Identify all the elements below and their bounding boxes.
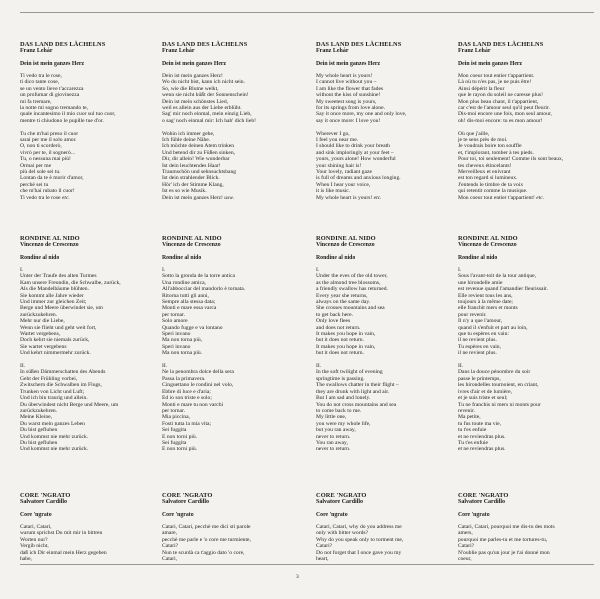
- lyric-line-text: it is like music.: [316, 188, 351, 195]
- lyric-line-text: Dein ist mein ganzes Herz!: [162, 73, 223, 79]
- lyric-line-text: and does not return.: [316, 324, 361, 331]
- lyric-line-text: Nun te scurdà ca t'aggio dato 'o core,: [162, 549, 245, 556]
- song-section: [458, 492, 594, 562]
- song-title: Rondine al nido: [316, 255, 356, 262]
- lyric-line-text: Ich fühle deine Nähe.: [162, 137, 211, 144]
- lyric-line-text: quand il s'enfuit et part au loin,: [458, 324, 528, 331]
- lyric-line-text: Worten nur?: [20, 536, 48, 543]
- lyric-line-text: but you ran away,: [316, 427, 356, 434]
- lyric-line-text: Monti e mare tu non varchi: [162, 401, 224, 408]
- lyric-line-text: mi fa tremare,: [20, 98, 52, 105]
- lyric-line-text: yours, yours alone! How wonderful: [316, 156, 396, 163]
- lyric-line-text: You ran away,: [316, 439, 348, 446]
- lyric-line-text: Solo amore: [162, 318, 188, 325]
- lyric-line-text: Tu espères en vain,: [458, 343, 501, 350]
- song-title: Rondine al nido: [458, 255, 498, 262]
- lyric-line-text: But I am sad and lonely.: [316, 395, 371, 402]
- work-title: DAS LAND DES LÄCHELNS: [458, 41, 544, 48]
- lyric-line-text: quale incantesimo il mio cuor sul tuo cuor,: [20, 111, 116, 118]
- lyric-line-text: et ne reviendras plus.: [458, 446, 506, 453]
- lyric-line-text: Ti vedo tra le rose,: [20, 73, 62, 79]
- lyric-line-text: you were my whole life,: [316, 420, 371, 427]
- lyric-line-text: So, wie die Blume welkt,: [162, 85, 219, 92]
- composer-name: Salvatore Cardillo: [162, 499, 210, 506]
- lyric-line-text: I should like to drink your breath: [316, 143, 390, 150]
- lyric-line-text: is full of dreams and anxious longing.: [316, 175, 401, 182]
- lyric-line-text: Do not forget that I once gave you my: [316, 549, 402, 556]
- lyric-line-text: Und kehrt nimmermehr zurück.: [20, 350, 91, 357]
- lyric-line-text: I.: [316, 267, 320, 273]
- composer-name: Salvatore Cardillo: [20, 499, 68, 506]
- lyric-line-text: In süßen Dämmerschatten des Abends: [20, 369, 106, 376]
- lyric-line-text: Catari, Catari, pourquoi me dis-tu des mots: [458, 524, 555, 530]
- lyric-line-text: zurückzukehren.: [20, 311, 58, 318]
- lyric-line-text: est ton regard si lumineux.: [458, 175, 518, 182]
- lyric-line-text: un profumar di giovinezza: [20, 92, 80, 99]
- lyric-line-text: Catari, Catari, why do you address me: [316, 524, 402, 530]
- lyric-line-text: they are drunk with light and air.: [316, 388, 390, 395]
- lyric-line-text: Sei fuggita: [162, 427, 187, 434]
- lyric-line-text: toujours à la même date;: [458, 299, 513, 306]
- work-title: RONDINE AL NIDO: [20, 235, 80, 242]
- lyric-line-text: Du warst mein ganzes Leben: [20, 420, 85, 427]
- lyric-line-text: o sag' noch einmal mir: Ich hab' dich lieb!: [162, 117, 256, 124]
- lyric-line-text: che m'hai rubato il cuor!: [20, 188, 75, 195]
- lyric-line-text: Tu, o nessuna mai più!: [20, 156, 71, 163]
- lyric-line-text: Je voudrais boire ton souffle: [458, 143, 522, 150]
- lyric-line-text: Wherever I go,: [316, 130, 350, 137]
- lyric-line-text: Catari?: [316, 543, 333, 550]
- lyric-line-text: You do not cross mountains and sea: [316, 401, 397, 408]
- lyric-line-text: but it does not return.: [316, 337, 365, 344]
- lyric-line-text: coeur,: [458, 556, 472, 563]
- lyric-line-text: Ma non torna più,: [162, 337, 203, 344]
- lyric-line-text: daß ich Dir einmal mein Herz gegeben: [20, 549, 107, 556]
- lyric-line-text: N'oublie pas qu'un jour je t'ai donné mon: [458, 549, 550, 556]
- bottom-border-line: [20, 564, 594, 565]
- lyric-line-text: Und betend dir zu Füßen sinken,: [162, 149, 236, 156]
- lyric-line-text: II.: [162, 363, 168, 370]
- song-title: Core 'ngrato: [316, 512, 348, 519]
- song-title: Dein ist mein ganzes Herz: [458, 61, 523, 68]
- lyric-line: [316, 446, 452, 452]
- lyric-line-text: Catari?: [458, 543, 475, 550]
- song-section: [458, 41, 594, 201]
- lyric-line: [162, 556, 298, 562]
- lyric-line-text: Catari,: [162, 556, 178, 563]
- lyric-line-text: più del sole sei tu.: [20, 169, 61, 176]
- lyric-line-text: She crosses mountains and sea: [316, 305, 385, 312]
- lyric-line-text: Merveilleux et enivrant: [458, 169, 511, 176]
- lyric-line-text: Ainsi dépérit la fleur: [458, 85, 505, 92]
- composer-name: Salvatore Cardillo: [316, 499, 364, 506]
- lyric-line-text: Catari, Catari,: [20, 524, 52, 530]
- lyric-line-text: Ma petite,: [458, 414, 481, 421]
- composer-name: Salvatore Cardillo: [458, 499, 506, 506]
- lyric-line-text: All'abbocciar del mandorlo è tornata.: [162, 286, 246, 293]
- lyric-line-text: Tu t'es enfuie: [458, 439, 489, 446]
- lyric-line-text: J'entends le timbre de ta voix: [458, 181, 524, 188]
- lyric-line-text: I.: [20, 267, 24, 273]
- lyric-line-text: Zwitschern die Schwalben im Flugs,: [20, 382, 102, 389]
- lyric-line-text: never to return.: [316, 446, 351, 453]
- lyric-line-text: Under the eves of the old tower,: [316, 273, 388, 280]
- song-section: [20, 492, 156, 562]
- lyric-line-text: Wohin ich immer gehe,: [162, 130, 215, 137]
- lyric-line-text: I.: [162, 267, 166, 273]
- lyric-line-text: springtime is passing.: [316, 375, 365, 382]
- lyric-line-text: Und kommst nie mehr zurück.: [20, 446, 89, 453]
- lyric-line-text: only with bitter words?: [316, 530, 369, 537]
- lyric-line-text: ivres d'air et de lumière,: [458, 388, 512, 395]
- lyric-line-text: say it once more: I love you!: [316, 117, 381, 124]
- lyric-line-text: Una rondine amica,: [162, 279, 206, 286]
- lyric-line-text: I feel you near me.: [316, 137, 359, 144]
- lyric-line-text: Là où tu n'es pas, je ne puis être!: [458, 79, 532, 86]
- lyric-line-text: Du bist gefluhen: [20, 439, 58, 446]
- work-title: DAS LAND DES LÄCHELNS: [162, 41, 248, 48]
- lyric-line-text: Geht der Frühling vorbei,: [20, 375, 78, 382]
- lyric-line-text: elle franchit mers et monts: [458, 305, 518, 312]
- work-title: DAS LAND DES LÄCHELNS: [316, 41, 402, 48]
- lyric-line-text: your shining hair is!: [316, 162, 362, 169]
- lyric-line-text: Mehr nur die Liebe,: [20, 318, 65, 325]
- lyric-line-text: In the soft twilight of evening: [316, 369, 383, 376]
- lyric-line-text: My whole heart is yours!: [316, 73, 373, 79]
- song-title: Dein ist mein ganzes Herz: [316, 61, 381, 68]
- lyric-line-text: Sempre alla stessa data;: [162, 299, 216, 306]
- lyric-line-text: il ne revient plus.: [458, 337, 497, 344]
- lyric-line-text: always on the same day.: [316, 299, 371, 306]
- work-title: CORE 'NGRATO: [316, 492, 367, 499]
- lyric-line-text: Dans la douce pénombre du soir: [458, 369, 531, 376]
- work-title: CORE 'NGRATO: [162, 492, 213, 499]
- lyric-line-text: When I hear your voice,: [316, 181, 371, 188]
- lyric-line: [316, 556, 452, 562]
- lyric-line-text: weil es allein aus der Liebe erblüht.: [162, 105, 242, 112]
- lyric-line-text: to come back to me.: [316, 407, 362, 414]
- lyric-line-text: Ormai per me: [20, 162, 52, 169]
- etc-mark: etc.: [61, 194, 70, 201]
- lyric-line-text: Und ich bin traurig und allein.: [20, 395, 88, 402]
- lyric-line-text: but it does not return.: [316, 350, 365, 357]
- lyric-line-text: et ne reviendras plus.: [458, 433, 506, 440]
- lyric-line-text: pecchè me parle e 'o core me turmiente,: [162, 536, 251, 543]
- composer-name: Franz Lehár: [20, 48, 53, 55]
- lyric-line-text: Dir, dir allein! Wie wunderbar: [162, 156, 230, 163]
- lyric-line-text: Why do you speak only to torment me,: [316, 536, 404, 543]
- lyric-line-text: car c'est de l'amour seul qu'il peut fleurir.: [458, 105, 550, 112]
- lyric-line-text: se un vento lieve t'accarezza: [20, 85, 84, 92]
- composer-name: Franz Lehár: [316, 48, 349, 55]
- lyric-line-text: Catari?: [162, 543, 179, 550]
- lyric-line-text: Only love flees: [316, 318, 351, 325]
- lyric-line-text: Mon coeur tout entier t'appartient!: [458, 194, 535, 201]
- work-title: CORE 'NGRATO: [458, 492, 509, 499]
- song-section: [316, 235, 452, 453]
- lyric-line-text: perché sei tu: [20, 181, 49, 188]
- lyric-line-text: les hirondelles tournoient, en criant,: [458, 382, 539, 389]
- lyric-line-text: sarai per me il solo amor.: [20, 137, 77, 144]
- lyric-line-text: a friendly swallow has returned.: [316, 286, 388, 293]
- lyric-line-text: Mia piccina,: [162, 414, 190, 421]
- lyric-line-text: Trunken von Licht und Luft;: [20, 388, 85, 395]
- song-section: [458, 235, 594, 453]
- lyric-line: [162, 446, 298, 452]
- work-title: RONDINE AL NIDO: [162, 235, 222, 242]
- lyric-line-text: The swallows chatter in their flight –: [316, 382, 399, 389]
- lyric-line-text: Ebbre di luce e d'aria;: [162, 388, 211, 395]
- song-title: Dein ist mein ganzes Herz: [162, 61, 227, 68]
- lyric-line-text: Ma non torna più.: [162, 350, 203, 357]
- lyric-line-text: Unter der Traufe des alten Turmes: [20, 273, 97, 280]
- lyric-line-text: It makes you hope in vain,: [316, 331, 376, 338]
- lyric-line-text: O, non ti scorderò,: [20, 143, 62, 150]
- lyric-line-text: Dis-moi encore une fois, mon seul amour,: [458, 111, 552, 118]
- composer-name: Franz Lehár: [458, 48, 491, 55]
- lyric-line-text: Meine Kleine,: [20, 414, 52, 421]
- composer-name: Vincenzo de Crescenzo: [162, 242, 221, 249]
- lyric-line-text: II.: [20, 363, 26, 370]
- lyric-line-text: amare,: [162, 530, 178, 537]
- lyric-line-text: ti dico tante cose,: [20, 79, 60, 86]
- lyric-line-text: oh! dis-moi encore: tu es mon amour!: [458, 117, 543, 124]
- lyric-line-text: to get back here.: [316, 311, 353, 318]
- song-section: [316, 492, 452, 562]
- lyric-line-text: Wartet vergebens,: [20, 331, 61, 338]
- lyric-line-text: Wo du nicht bist, kann ich nicht sein.: [162, 79, 245, 86]
- lyric-line: [20, 195, 156, 201]
- lyric-line-text: Quando fugge e va lontano: [162, 324, 223, 331]
- lyric-line-text: tu fus toute ma vie,: [458, 420, 502, 427]
- lyric-line-text: Du überwindest nicht Berge und Meere, um: [20, 401, 119, 408]
- lyric-line-text: Traumschön und sehnsuchtsbang: [162, 169, 237, 176]
- lyric-line-text: Lontan da te è morir d'amor,: [20, 175, 84, 182]
- lyric-line-text: est revenue quand l'amandier fleurissait.: [458, 286, 549, 293]
- lyric-line-text: It makes you hope in vain,: [316, 343, 376, 350]
- lyric-line-text: Cinguettano le rondini nel volo,: [162, 382, 234, 389]
- lyric-line-text: Doch kehrt sie niemals zurück,: [20, 337, 90, 344]
- song-section: [316, 41, 452, 201]
- lyric-line-text: Ritorna tutti gli anni,: [162, 292, 209, 299]
- lyric-line-text: Monti e mare essa varca: [162, 305, 217, 312]
- lyric-line-text: Tu che m'hai preso il cuor: [20, 130, 79, 137]
- lyric-line-text: My sweetest song is yours,: [316, 98, 377, 105]
- lyric-line-text: without the kiss of sunshine!: [316, 92, 381, 99]
- lyric-line: [458, 556, 594, 562]
- lyric-line-text: il ne revient plus.: [458, 350, 497, 357]
- song-title: Dein ist mein ganzes Herz: [20, 61, 85, 68]
- lyric-line-text: Als die Mandelbäume blühten.: [20, 286, 89, 293]
- lyric-line: [316, 195, 452, 201]
- lyric-line-text: que tu espères en vain:: [458, 331, 509, 338]
- lyric-line: [162, 195, 298, 201]
- lyric-line-text: Tu ne franchis ni mers ni monts pour: [458, 401, 541, 408]
- lyric-line-text: Mon plus beau chant, il t'appartient,: [458, 98, 539, 105]
- lyric-line-text: Où que j'aille,: [458, 130, 490, 137]
- lyric-line-text: pourquoi me parles-tu et me tortures-tu,: [458, 536, 548, 543]
- lyric-line-text: Du bist gefluhen: [20, 427, 58, 434]
- etc-mark: etc.: [373, 194, 382, 201]
- lyric-line-text: Kam unsere Freundin, die Schwalbe, zurück,: [20, 279, 121, 286]
- song-section: [20, 41, 156, 201]
- lyric-line-text: wenn sie nicht küßt der Sonnenschein!: [162, 92, 249, 99]
- lyric-line-text: warum sprichst Du mit mir in bittren: [20, 530, 103, 537]
- lyric-line-text: My whole heart is yours!: [316, 194, 373, 201]
- lyric-line-text: Ti vedo tra le rose: [20, 194, 61, 201]
- lyric-line-text: Sag' mir noch einmal, mein einzig Lieb,: [162, 111, 252, 118]
- lyric-line-text: Every year she returns,: [316, 292, 368, 299]
- lyric-line-text: et je suis triste et seul;: [458, 395, 508, 402]
- lyric-line-text: heart,: [316, 556, 329, 563]
- composer-name: Franz Lehár: [162, 48, 195, 55]
- song-title: Core 'ngrato: [20, 512, 52, 519]
- composer-name: Vincenzo de Crescenzo: [458, 242, 517, 249]
- lyric-line-text: Dein ist mein ganzes Herz!: [162, 194, 223, 201]
- lyric-line-text: passe le printemps,: [458, 375, 501, 382]
- lyric-line-text: qui retentit comme la musique.: [458, 188, 528, 195]
- lyric-line: [458, 446, 594, 452]
- lyric-line-text: je te sens près de moi.: [458, 137, 508, 144]
- lyric-line-text: Wenn sie flieht und geht weit fort,: [20, 324, 97, 331]
- lyric-line-text: as the almond tree blossoms,: [316, 279, 381, 286]
- lyric-line-text: tes cheveux étincelants!: [458, 162, 512, 169]
- lyric-line-text: une hirondelle amie: [458, 279, 503, 286]
- lyric-line-text: Ist dein strahlender Blick.: [162, 175, 220, 182]
- lyric-line-text: never to return.: [316, 433, 351, 440]
- lyric-line-text: for its springs from love alone.: [316, 105, 385, 112]
- lyric-line-text: Sie wartet vergebens: [20, 343, 67, 350]
- lyric-line: [20, 446, 156, 452]
- lyric-line-text: per tornar.: [162, 311, 185, 318]
- lyric-line-text: Speri invano: [162, 331, 191, 338]
- song-section: [20, 235, 156, 453]
- lyric-line-text: Ed io son triste e solo;: [162, 395, 212, 402]
- work-title: RONDINE AL NIDO: [316, 235, 376, 242]
- song-title: Core 'ngrato: [162, 512, 194, 519]
- lyric-line-text: Say it once more, my one and only love,: [316, 111, 407, 118]
- song-title: Core 'ngrato: [458, 512, 490, 519]
- lyric-line-text: Hör' ich der Stimme Klang,: [162, 181, 224, 188]
- lyric-line-text: Vergib nicht,: [20, 543, 49, 550]
- lyric-line-text: Ich möchte deinen Atem trinken: [162, 143, 235, 150]
- lyric-line-text: Elle revient tous les ans,: [458, 292, 513, 299]
- composer-name: Vincenzo de Crescenzo: [316, 242, 375, 249]
- lyric-line-text: E non torni più.: [162, 446, 198, 453]
- lyric-line-text: Ist es so wie Musik.: [162, 188, 207, 195]
- song-section: [162, 492, 298, 562]
- lyric-line-text: habe,: [20, 556, 32, 563]
- lyric-line-text: tu t'es enfuie: [458, 427, 487, 434]
- lyric-line-text: and sink imploringly at your feet –: [316, 149, 394, 156]
- lyric-line-text: Catari, Catari, pecchè me dici sti parole: [162, 524, 251, 530]
- lyric-line-text: per tornar.: [162, 407, 185, 414]
- lyric-line-text: Und immer zur gleichen Zeit;: [20, 299, 87, 306]
- lyric-line-text: I.: [458, 267, 462, 273]
- lyric-line-text: II.: [458, 363, 464, 370]
- song-title: Rondine al nido: [20, 255, 60, 262]
- lyric-line-text: Berge und Meere überwindet sie, um: [20, 305, 103, 312]
- lyric-line-text: Speri invano: [162, 343, 191, 350]
- lyric-line-text: I am like the flower that fades: [316, 85, 384, 92]
- composer-name: Vincenzo de Crescenzo: [20, 242, 79, 249]
- page-number: 3: [296, 574, 299, 580]
- lyric-line-text: Passa la primavera.: [162, 375, 206, 382]
- song-section: [162, 41, 298, 201]
- lyric-line-text: Pour toi, toi seulement! Comme ils sont beaux,: [458, 156, 564, 163]
- lyric-line-text: Fosti tutta la mia vita;: [162, 420, 212, 427]
- lyric-line-text: Mon coeur tout entier t'appartient.: [458, 73, 535, 79]
- work-title: CORE 'NGRATO: [20, 492, 71, 499]
- etc-mark: etc.: [536, 194, 545, 201]
- lyric-line: [458, 195, 594, 201]
- lyric-line-text: mentre ti chiudono le pupille tue d'or.: [20, 117, 104, 124]
- lyric-line-text: Sous l'avant-toit de la tour antique,: [458, 273, 537, 280]
- lyric-line-text: Your lovely, radiant gaze: [316, 169, 372, 176]
- work-title: RONDINE AL NIDO: [458, 235, 518, 242]
- lyric-line-text: et, t'implorant, tomber à tes pieds.: [458, 149, 534, 156]
- etc-mark: usw.: [224, 194, 234, 201]
- lyric-line-text: zurückzukehren.: [20, 407, 58, 414]
- lyric-line-text: Sie kommt alle Jahre wieder: [20, 292, 84, 299]
- song-title: Rondine al nido: [162, 255, 202, 262]
- lyric-line-text: Sei fuggita: [162, 439, 187, 446]
- lyric-line-text: vivrò per te, il sognerò...: [20, 149, 75, 156]
- lyric-line-text: My little one,: [316, 414, 347, 421]
- lyric-line-text: Ne la penombra dolce della sera: [162, 369, 234, 376]
- work-title: DAS LAND DES LÄCHELNS: [20, 41, 106, 48]
- lyric-line-text: I cannot live without you –: [316, 79, 377, 86]
- lyric-line-text: II.: [316, 363, 322, 370]
- song-section: [162, 235, 298, 453]
- lyric-line-text: Und kommst nie mehr zurück.: [20, 433, 89, 440]
- top-border-line: [20, 12, 594, 13]
- lyric-line-text: E non torni più.: [162, 433, 198, 440]
- lyric-line-text: Ist dein leuchtendes Haar!: [162, 162, 221, 169]
- lyric-line-text: revenir.: [458, 407, 475, 414]
- lyric-line-text: la notte mi sogno tremando te,: [20, 105, 89, 112]
- lyric-line-text: pour revenir.: [458, 311, 487, 318]
- lyric-line: [20, 556, 156, 562]
- lyric-line-text: Dein ist mein schönstes Lied,: [162, 98, 229, 105]
- lyric-line-text: amers,: [458, 530, 473, 537]
- lyric-line-text: que le rayon du soleil ne caresse plus!: [458, 92, 543, 99]
- lyric-line-text: Il n'y a que l'amour,: [458, 318, 503, 325]
- lyric-line-text: Sotto la gronda de la torre antica: [162, 273, 236, 280]
